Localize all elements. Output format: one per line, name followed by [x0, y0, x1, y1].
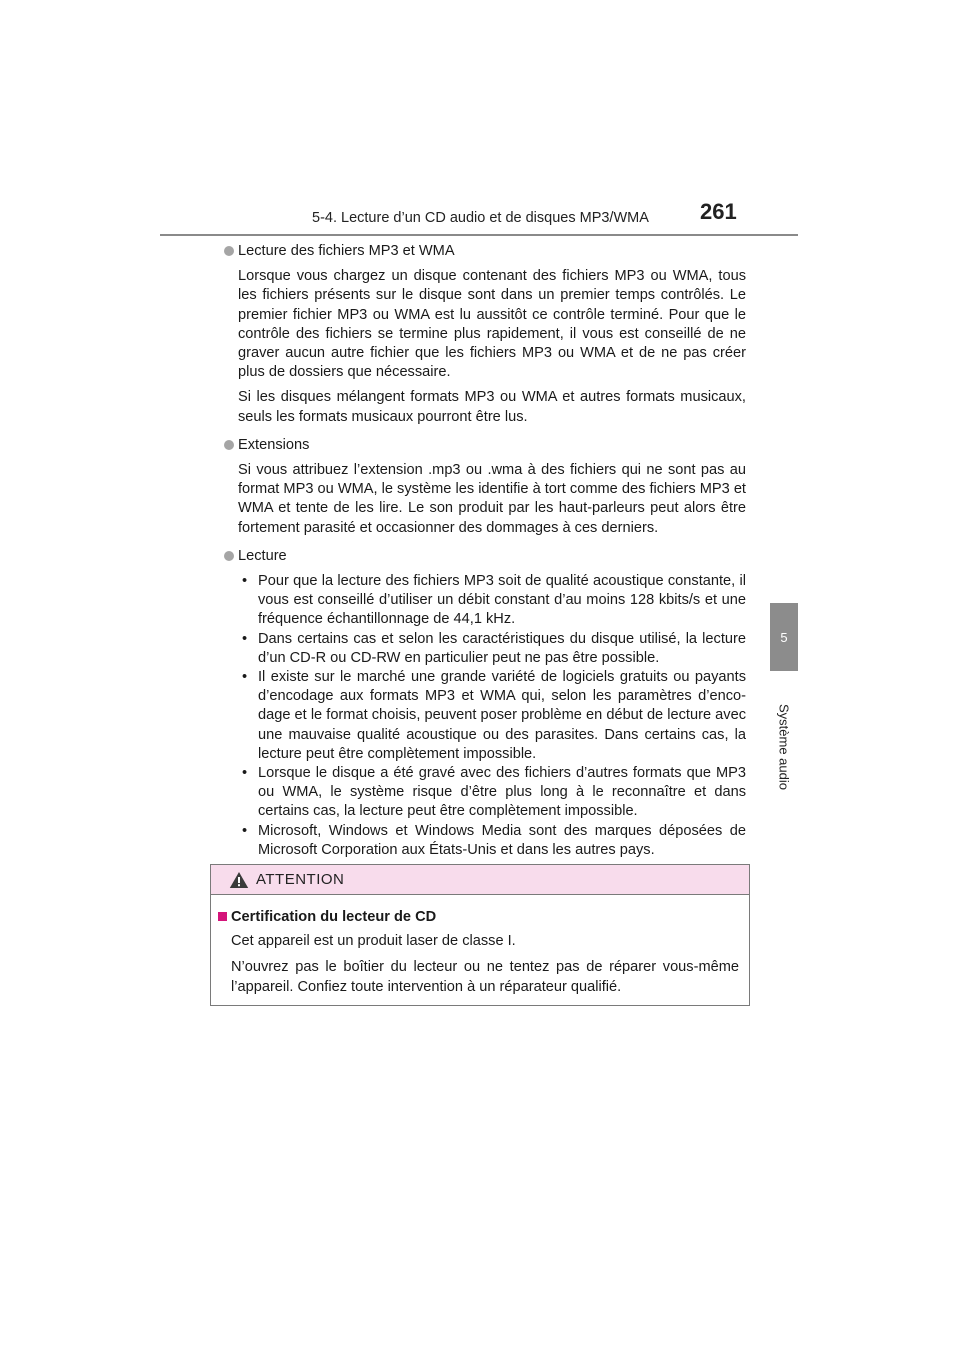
item-title: [222, 436, 746, 455]
sub-bullet: •: [242, 630, 248, 647]
page-header: [0, 0, 960, 240]
bullet-icon: [224, 551, 234, 561]
paragraph: Lorsque vous chargez un disque contenant des fichiers MP3 ou WMA, tous les fichiers présents sur le disque sont dans un premier temps contrôlés. Le premier fichier MP3 ou WMA est lu aussitôt ce contrôle terminé. Pour que le contrôle des fichiers se termine plus rapidement, il vous est conseillé de ne graver aucun autre fichier que les fichiers MP3 ou WMA et de ne pas créer plus de dossiers que nécessaire.: [238, 268, 746, 381]
sub-list-item: [238, 630, 746, 668]
section-title: 5-4. Lecture d’un CD audio et de disques MP3/WMA: [312, 210, 649, 226]
page-number: 261: [700, 199, 737, 224]
sub-list-item: [238, 572, 746, 630]
sub-item-text: Microsoft, Windows et Windows Media sont des marques déposées de Microsoft Corporation aux États-Unis et dans les autres pays.: [258, 822, 746, 858]
sub-bullet: •: [242, 669, 248, 686]
list-item: [222, 242, 746, 427]
attention-title: ATTENTION: [256, 871, 345, 888]
sub-list-item: [238, 822, 746, 860]
chapter-label-text: Système audio: [776, 704, 792, 790]
attention-box: [210, 864, 750, 1006]
sub-bullet: •: [242, 822, 248, 839]
attention-paragraph: N’ouvrez pas le boîtier du lecteur ou ne tentez pas de réparer vous-même l’appareil. Confiez toute intervention à un réparateur qualifié.: [231, 959, 739, 995]
paragraph: Si les disques mélangent formats MP3 ou WMA et autres formats musicaux, seuls les formats musicaux pourront être lus.: [238, 389, 746, 425]
main-content: [222, 242, 746, 860]
attention-header: [211, 865, 749, 895]
item-title: [222, 242, 746, 261]
item-title-text: Lecture des fichiers MP3 et WMA: [238, 243, 455, 259]
item-title-text: Lecture: [238, 547, 287, 564]
bullet-icon: [224, 246, 234, 256]
sub-item-text: Il existe sur le marché une grande variété de logiciels gratuits ou payants d’encodage aux formats MP3 et WMA qui, selon les paramètres d’encodage et le format choisis, peuvent poser problème en début de lecture avec une mauvaise qualité acoustique ou des parasites. Dans certains cas, la lecture peut être complètement impossible.: [258, 669, 746, 762]
warning-triangle-icon: [229, 871, 249, 889]
sub-bullet: •: [242, 573, 248, 590]
square-marker-icon: [218, 912, 227, 921]
attention-paragraph: Cet appareil est un produit laser de classe I.: [231, 933, 516, 949]
list-item: [222, 547, 746, 860]
attention-heading: [215, 907, 739, 927]
paragraph: Si vous attribuez l’extension .mp3 ou .wma à des fichiers qui ne sont pas au format MP3 ou WMA, le système les identifie à tort comme des fichiers MP3 et WMA et tente de les lire. Le son produit par les haut-parleurs peut alors être fortement parasité et occasionner des dommages à ces derniers.: [238, 462, 746, 536]
sub-list-item: [238, 668, 746, 764]
item-title: [222, 547, 746, 566]
chapter-label: [770, 682, 798, 812]
item-title-text: Extensions: [238, 436, 310, 453]
header-divider: [160, 234, 798, 236]
sub-item-text: Lorsque le disque a été gravé avec des fichiers d’autres formats que MP3 ou WMA, le système risque d’être plus long à le reconnaître et dans certains cas, la lecture peut être complètement impossible.: [258, 765, 746, 820]
sub-item-text: Pour que la lecture des fichiers MP3 soit de qualité acoustique constante, il vous est conseillé d’utiliser un débit constant d’au moins 128 kbits/s et une fréquence échantillonnage de 44,1 kHz.: [258, 573, 746, 628]
sub-bullet: •: [242, 765, 248, 782]
list-item: [222, 436, 746, 538]
chapter-tab: [770, 603, 798, 671]
attention-body: [211, 895, 749, 997]
bullet-icon: [224, 440, 234, 450]
sub-item-text: Dans certains cas et selon les caractéristiques du disque utilisé, la lecture d’un CD-R ou CD-RW en particulier peut ne pas être possible.: [258, 630, 746, 666]
sub-list-item: [238, 764, 746, 822]
chapter-number: 5: [780, 629, 788, 645]
attention-heading-text: Certification du lecteur de CD: [231, 909, 437, 925]
